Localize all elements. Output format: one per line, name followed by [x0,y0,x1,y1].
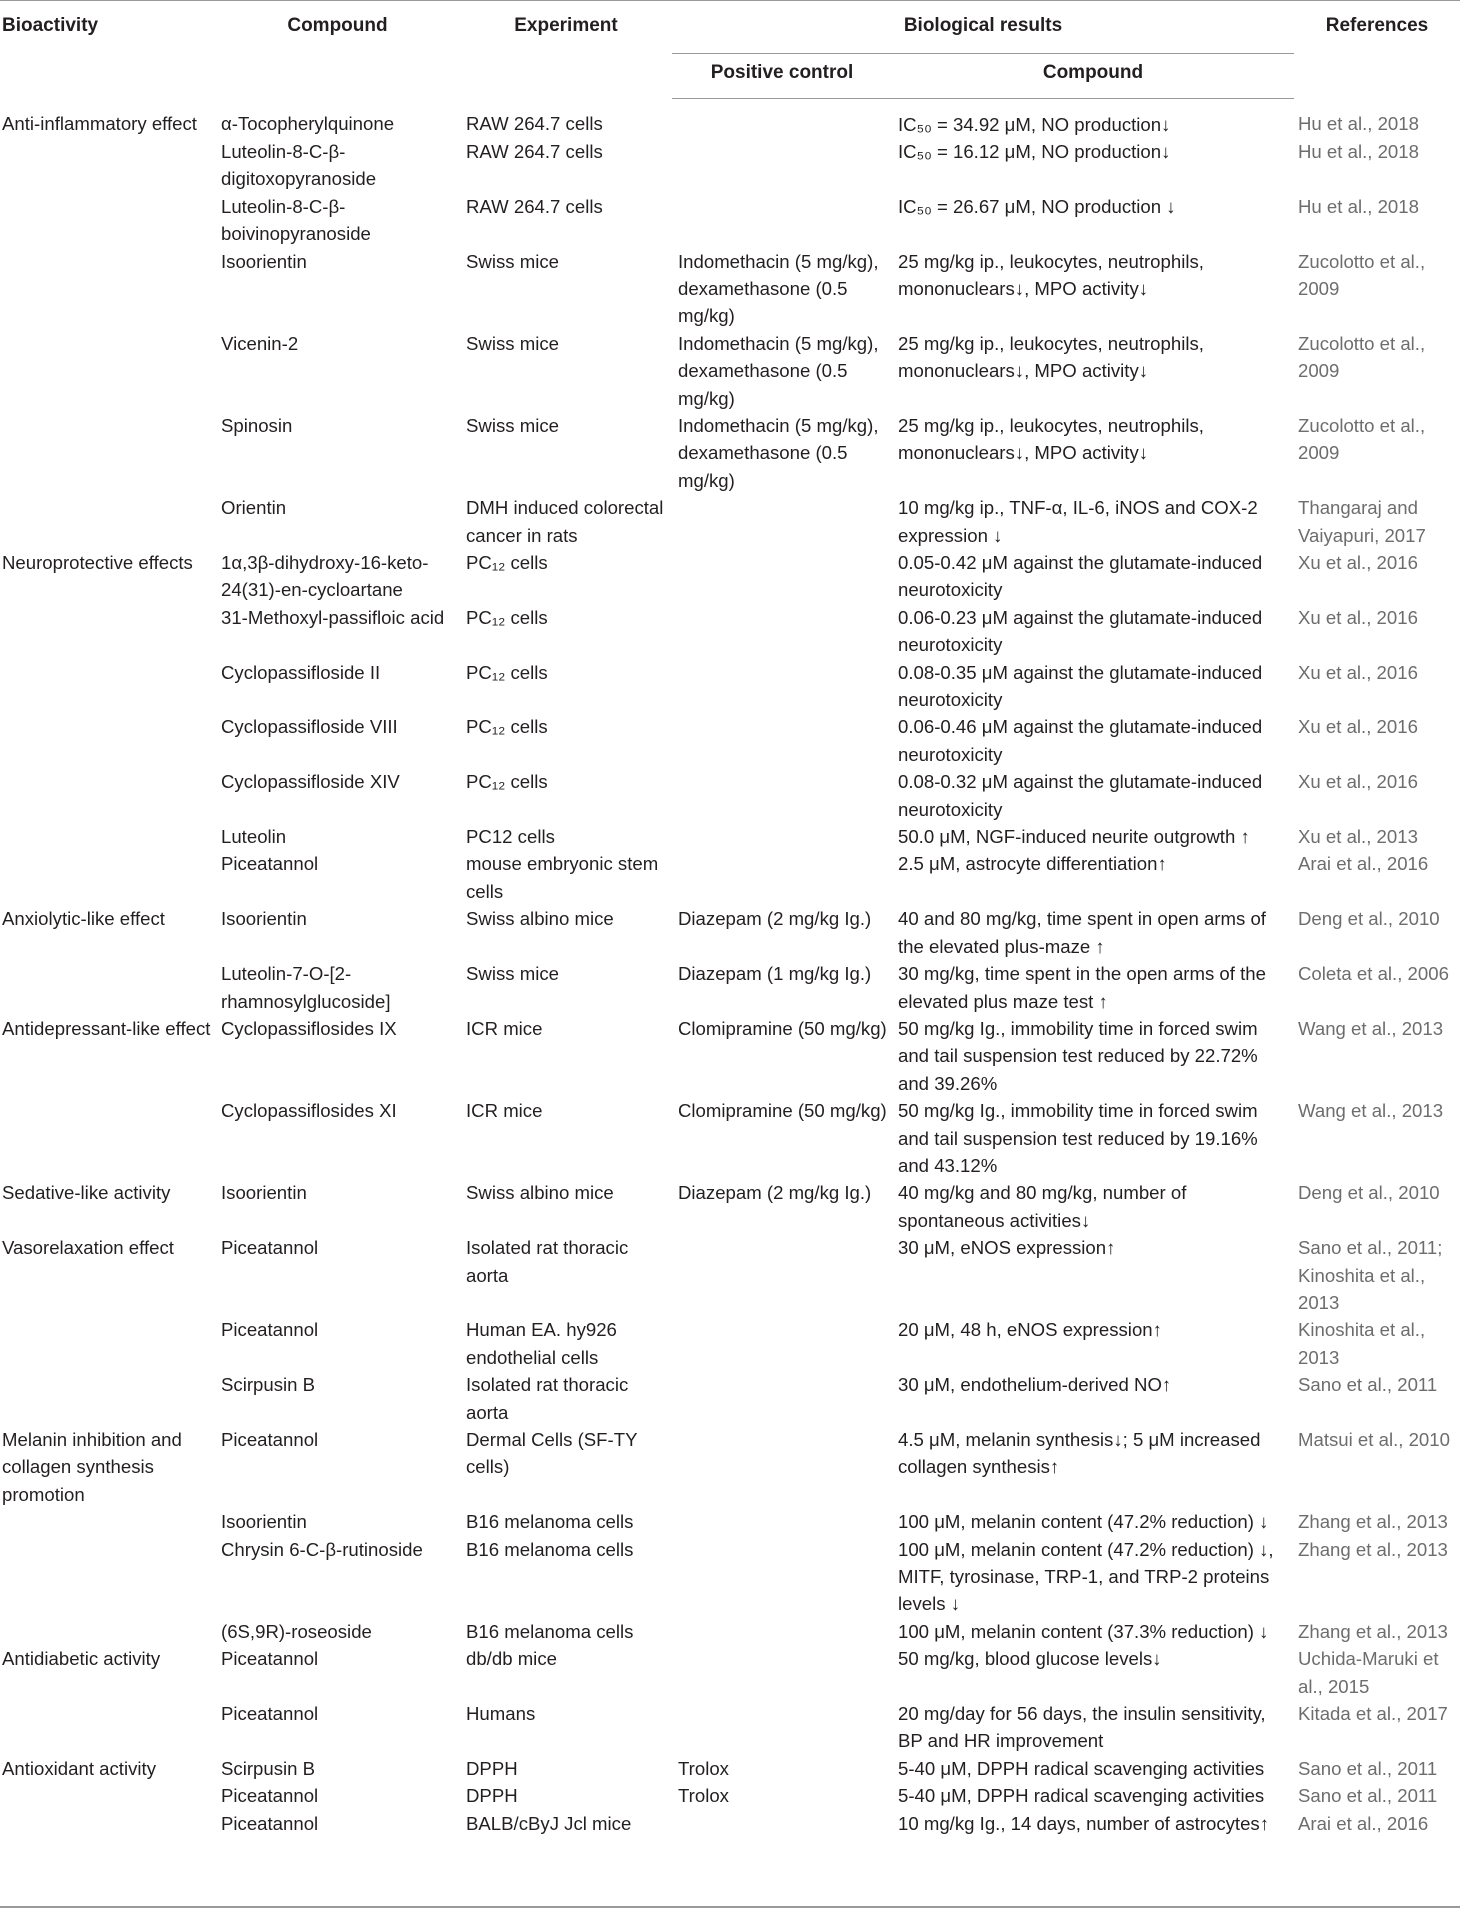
cell-experiment: B16 melanoma cells [466,1538,634,1560]
cell-compound: Cyclopassiflosides IX [221,1017,397,1039]
cell-compound: Vicenin-2 [221,332,299,354]
cell-experiment: Humans [466,1703,536,1725]
cell-result: 25 mg/kg ip., leukocytes, neutrophils, mononuclears↓, MPO activity↓ [898,250,1204,299]
table-row [0,98,1460,138]
cell-compound: Isoorientin [221,908,307,930]
cell-result: 50 mg/kg Ig., immobility time in forced swim and tail suspension test reduced by 19.16% and 43.12% [898,1100,1258,1176]
cell-reference: Xu et al., 2016 [1298,771,1418,793]
cell-reference: Uchida-Maruki et al., 2015 [1298,1648,1439,1697]
cell-experiment: B16 melanoma cells [466,1620,634,1642]
table-row [0,494,1460,549]
cell-compound: Luteolin-8-C-β-digitoxopyranoside [221,140,377,190]
cell-reference: Sano et al., 2011; Kinoshita et al., 2013 [1298,1237,1443,1313]
table-row [0,1645,1460,1700]
cell-result: 4.5 μM, melanin synthesis↓; 5 μM increased collagen synthesis↑ [898,1429,1261,1478]
cell-compound: Isoorientin [221,1511,307,1533]
cell-bioactivity: Anti-inflammatory effect [2,113,197,134]
cell-positive-control [672,1536,892,1618]
cell-positive-control [672,1371,892,1426]
cell-result: 100 μM, melanin content (47.2% reduction) ↓ [898,1511,1269,1533]
table-row [0,713,1460,768]
cell-bioactivity [0,1316,215,1371]
cell-experiment: ICR mice [466,1100,543,1122]
cell-reference: Arai et al., 2016 [1298,1812,1429,1834]
cell-positive-control [672,1618,892,1645]
cell-bioactivity [0,1508,215,1535]
table-row [0,248,1460,330]
cell-experiment: Human EA. hy926 endothelial cells [466,1319,617,1368]
cell-positive-control [672,1810,892,1837]
table-row [0,1755,1460,1782]
cell-result: 0.08-0.35 μM against the glutamate-induced neurotoxicity [898,661,1263,711]
header-references: References [1325,15,1429,36]
cell-bioactivity [0,768,215,823]
table-row [0,905,1460,960]
table-row [0,193,1460,248]
cell-result: 25 mg/kg ip., leukocytes, neutrophils, mononuclears↓, MPO activity↓ [898,414,1204,464]
cell-positive-control [672,850,892,905]
cell-result: IC₅₀ = 26.67 μM, NO production ↓ [898,195,1176,217]
cell-experiment: Swiss albino mice [466,908,614,930]
cell-reference: Hu et al., 2018 [1298,140,1419,162]
cell-compound: Isoorientin [221,1182,307,1204]
cell-bioactivity [0,960,215,1015]
cell-reference: Hu et al., 2018 [1298,195,1419,217]
cell-result: 5-40 μM, DPPH radical scavenging activities [898,1757,1265,1779]
cell-reference: Deng et al., 2010 [1298,1182,1440,1204]
cell-reference: Wang et al., 2013 [1298,1017,1444,1039]
cell-result: IC₅₀ = 16.12 μM, NO production↓ [898,140,1171,162]
cell-reference: Kinoshita et al., 2013 [1298,1319,1426,1368]
cell-positive-control [672,1426,892,1508]
table-row [0,823,1460,850]
cell-reference: Coleta et al., 2006 [1298,963,1449,985]
table-row [0,768,1460,823]
cell-bioactivity [0,1618,215,1645]
cell-bioactivity [0,138,215,193]
cell-reference: Zhang et al., 2013 [1298,1538,1448,1560]
cell-reference: Deng et al., 2010 [1298,908,1440,930]
cell-positive-control [672,604,892,659]
cell-reference: Sano et al., 2011 [1298,1374,1438,1396]
table-row [0,1618,1460,1645]
cell-bioactivity: Antioxidant activity [2,1757,156,1779]
cell-positive-control: Indomethacin (5 mg/kg), dexamethasone (0.5 mg/kg) [678,414,879,491]
cell-bioactivity [0,248,215,330]
header-bioactivity: Bioactivity [2,15,99,36]
cell-compound: Piceatannol [221,853,319,875]
cell-compound: Piceatannol [221,1319,319,1341]
cell-positive-control: Diazepam (2 mg/kg Ig.) [678,908,872,930]
cell-result: 25 mg/kg ip., leukocytes, neutrophils, mononuclears↓, MPO activity↓ [898,332,1204,382]
table-body [0,98,1460,1837]
cell-compound: Cyclopassiflosides XI [221,1100,397,1122]
header-compound: Compound [287,15,388,36]
cell-compound: Luteolin-7-O-[2-rhamnosylglucoside] [221,963,391,1012]
cell-bioactivity [0,713,215,768]
cell-result: 0.06-0.23 μM against the glutamate-induced neurotoxicity [898,606,1263,656]
table-row [0,1536,1460,1618]
cell-compound: Cyclopassifloside II [221,661,381,683]
cell-positive-control: Trolox [678,1785,729,1807]
cell-positive-control [672,193,892,248]
cell-experiment: mouse embryonic stem cells [466,853,659,902]
table-row [0,1508,1460,1535]
cell-compound: Isoorientin [221,250,307,272]
cell-experiment: Swiss mice [466,332,559,354]
cell-reference: Wang et al., 2013 [1298,1100,1444,1122]
cell-bioactivity [0,1371,215,1426]
cell-experiment: PC₁₂ cells [466,771,548,793]
cell-experiment: B16 melanoma cells [466,1511,634,1533]
cell-bioactivity [0,193,215,248]
cell-compound: 31-Methoxyl-passifloic acid [221,606,445,628]
cell-positive-control [672,713,892,768]
cell-reference: Xu et al., 2016 [1298,661,1418,683]
table-row [0,659,1460,714]
cell-experiment: PC₁₂ cells [466,552,548,573]
cell-reference: Xu et al., 2016 [1298,552,1418,573]
cell-bioactivity: Antidiabetic activity [2,1648,161,1670]
table-row [0,850,1460,905]
table-row [0,138,1460,193]
cell-experiment: Swiss mice [466,250,559,272]
cell-reference: Sano et al., 2011 [1298,1785,1438,1807]
cell-compound: α-Tocopherylquinone [221,113,395,134]
cell-experiment: Swiss albino mice [466,1182,614,1204]
cell-bioactivity: Sedative-like activity [2,1182,171,1204]
cell-bioactivity [0,604,215,659]
cell-result: 40 mg/kg and 80 mg/kg, number of spontaneous activities↓ [898,1182,1187,1231]
cell-reference: Arai et al., 2016 [1298,853,1429,875]
cell-reference: Matsui et al., 2010 [1298,1429,1450,1450]
cell-result: 100 μM, melanin content (37.3% reduction) ↓ [898,1620,1269,1642]
table-row [0,1810,1460,1837]
header-experiment: Experiment [514,15,618,36]
cell-experiment: PC12 cells [466,826,555,848]
table-row [0,1179,1460,1234]
cell-experiment: Isolated rat thoracic aorta [466,1374,629,1423]
table-row [0,1015,1460,1097]
cell-bioactivity [0,823,215,850]
cell-bioactivity [0,1810,215,1837]
cell-experiment: PC₁₂ cells [466,661,548,683]
cell-positive-control: Clomipramine (50 mg/kg) [678,1100,887,1122]
cell-positive-control: Diazepam (2 mg/kg Ig.) [678,1182,872,1204]
cell-bioactivity [0,659,215,714]
cell-result: 20 μM, 48 h, eNOS expression↑ [898,1319,1162,1341]
cell-reference: Kitada et al., 2017 [1298,1703,1448,1725]
table-row [0,412,1460,494]
cell-bioactivity: Neuroprotective effects [2,552,193,573]
cell-positive-control [672,768,892,823]
table-row [0,330,1460,412]
cell-reference: Xu et al., 2013 [1298,826,1418,848]
cell-compound: Orientin [221,497,287,519]
cell-positive-control [672,494,892,549]
cell-bioactivity [0,330,215,412]
cell-compound: Cyclopassifloside XIV [221,771,400,793]
cell-bioactivity [0,494,215,549]
cell-experiment: ICR mice [466,1017,543,1039]
cell-experiment: DPPH [466,1785,518,1807]
cell-experiment: PC₁₂ cells [466,716,548,738]
cell-experiment: Isolated rat thoracic aorta [466,1237,629,1286]
cell-positive-control: Trolox [678,1757,729,1779]
table-row [0,960,1460,1015]
cell-compound: Piceatannol [221,1703,319,1725]
cell-result: 0.08-0.32 μM against the glutamate-induced neurotoxicity [898,771,1263,820]
cell-compound: Cyclopassifloside VIII [221,716,398,738]
cell-bioactivity [0,1097,215,1179]
cell-experiment: Dermal Cells (SF-TY cells) [466,1429,638,1478]
cell-bioactivity [0,1700,215,1755]
cell-compound: Piceatannol [221,1648,319,1670]
cell-positive-control [672,1645,892,1700]
cell-positive-control [672,1234,892,1316]
cell-result: 20 mg/day for 56 days, the insulin sensitivity, BP and HR improvement [898,1703,1266,1752]
cell-compound: Spinosin [221,414,293,436]
cell-reference: Zucolotto et al., 2009 [1298,250,1426,299]
cell-reference: Xu et al., 2016 [1298,606,1418,628]
header-result-compound: Compound [892,54,1294,98]
cell-experiment: DMH induced colorectal cancer in rats [466,497,664,546]
cell-result: 30 mg/kg, time spent in the open arms of the elevated plus maze test ↑ [898,963,1266,1012]
cell-experiment: Swiss mice [466,414,559,436]
cell-experiment: db/db mice [466,1648,557,1670]
cell-compound: 1α,3β-dihydroxy-16-keto-24(31)-en-cycloartane [221,552,429,601]
cell-result: 50 mg/kg Ig., immobility time in forced swim and tail suspension test reduced by 22.72% and 39.26% [898,1017,1258,1094]
cell-reference: Sano et al., 2011 [1298,1757,1438,1779]
cell-positive-control: Indomethacin (5 mg/kg), dexamethasone (0.5 mg/kg) [678,332,879,409]
cell-compound: Chrysin 6-C-β-rutinoside [221,1538,423,1560]
cell-compound: Scirpusin B [221,1757,316,1779]
header-biological-results: Biological results [672,0,1294,54]
cell-positive-control [672,549,892,604]
table-row [0,1426,1460,1508]
table-row [0,1700,1460,1755]
table-header [0,0,1460,98]
cell-result: 30 μM, endothelium-derived NO↑ [898,1374,1172,1396]
cell-result: 0.06-0.46 μM against the glutamate-induced neurotoxicity [898,716,1263,765]
cell-compound: Scirpusin B [221,1374,316,1396]
cell-experiment: RAW 264.7 cells [466,195,603,217]
cell-reference: Zhang et al., 2013 [1298,1620,1448,1642]
cell-bioactivity [0,1536,215,1618]
cell-bioactivity: Antidepressant-like effect [2,1017,211,1039]
cell-experiment: BALB/cByJ Jcl mice [466,1812,632,1834]
cell-bioactivity [0,1782,215,1809]
bottom-rule [0,1906,1460,1908]
cell-experiment: RAW 264.7 cells [466,113,603,134]
cell-experiment: PC₁₂ cells [466,606,548,628]
cell-result: 50 mg/kg, blood glucose levels↓ [898,1648,1162,1670]
cell-bioactivity: Melanin inhibition and collagen synthesis promotion [2,1429,182,1505]
cell-result: 0.05-0.42 μM against the glutamate-induced neurotoxicity [898,552,1263,601]
cell-positive-control [672,1700,892,1755]
top-rule [0,0,1460,1]
cell-reference: Zhang et al., 2013 [1298,1511,1448,1533]
cell-reference: Hu et al., 2018 [1298,113,1419,134]
cell-result: 2.5 μM, astrocyte differentiation↑ [898,853,1167,875]
cell-positive-control [672,98,892,138]
cell-positive-control [672,659,892,714]
table-row [0,1234,1460,1316]
cell-reference: Zucolotto et al., 2009 [1298,414,1426,464]
cell-positive-control [672,1316,892,1371]
cell-bioactivity [0,850,215,905]
cell-reference: Zucolotto et al., 2009 [1298,332,1426,382]
cell-reference: Thangaraj and Vaiyapuri, 2017 [1298,497,1426,546]
cell-bioactivity: Anxiolytic-like effect [2,908,165,930]
cell-positive-control [672,1508,892,1535]
cell-bioactivity: Vasorelaxation effect [2,1237,174,1259]
table-row [0,604,1460,659]
cell-compound: Piceatannol [221,1812,319,1834]
cell-positive-control: Clomipramine (50 mg/kg) [678,1017,887,1039]
cell-compound: (6S,9R)-roseoside [221,1620,372,1642]
cell-bioactivity [0,412,215,494]
cell-compound: Piceatannol [221,1237,319,1259]
cell-compound: Luteolin [221,826,287,848]
cell-result: 50.0 μM, NGF-induced neurite outgrowth ↑ [898,826,1250,848]
cell-positive-control: Diazepam (1 mg/kg Ig.) [678,963,872,985]
cell-result: 10 mg/kg Ig., 14 days, number of astrocytes↑ [898,1812,1270,1834]
cell-result: IC₅₀ = 34.92 μM, NO production↓ [898,113,1171,135]
cell-positive-control: Indomethacin (5 mg/kg), dexamethasone (0.5 mg/kg) [678,250,879,327]
cell-result: 5-40 μM, DPPH radical scavenging activities [898,1785,1265,1807]
cell-positive-control [672,138,892,193]
cell-experiment: RAW 264.7 cells [466,140,603,162]
table-row [0,1097,1460,1179]
cell-positive-control [672,823,892,850]
cell-result: 40 and 80 mg/kg, time spent in open arms of the elevated plus-maze ↑ [898,908,1266,957]
cell-experiment: Swiss mice [466,963,559,985]
cell-result: 100 μM, melanin content (47.2% reduction) ↓, MITF, tyrosinase, TRP-1, and TRP-2 proteins levels ↓ [898,1538,1274,1615]
cell-compound: Luteolin-8-C-β-boivinopyranoside [221,195,371,245]
cell-result: 30 μM, eNOS expression↑ [898,1237,1116,1259]
cell-compound: Piceatannol [221,1785,319,1807]
cell-result: 10 mg/kg ip., TNF-α, IL-6, iNOS and COX-2 expression ↓ [898,497,1258,546]
table-row [0,1316,1460,1371]
cell-compound: Piceatannol [221,1429,319,1450]
table-row [0,1782,1460,1809]
cell-experiment: DPPH [466,1757,518,1779]
cell-reference: Xu et al., 2016 [1298,716,1418,738]
table-row [0,1371,1460,1426]
header-positive-control: Positive control [672,54,892,98]
table-row [0,549,1460,604]
